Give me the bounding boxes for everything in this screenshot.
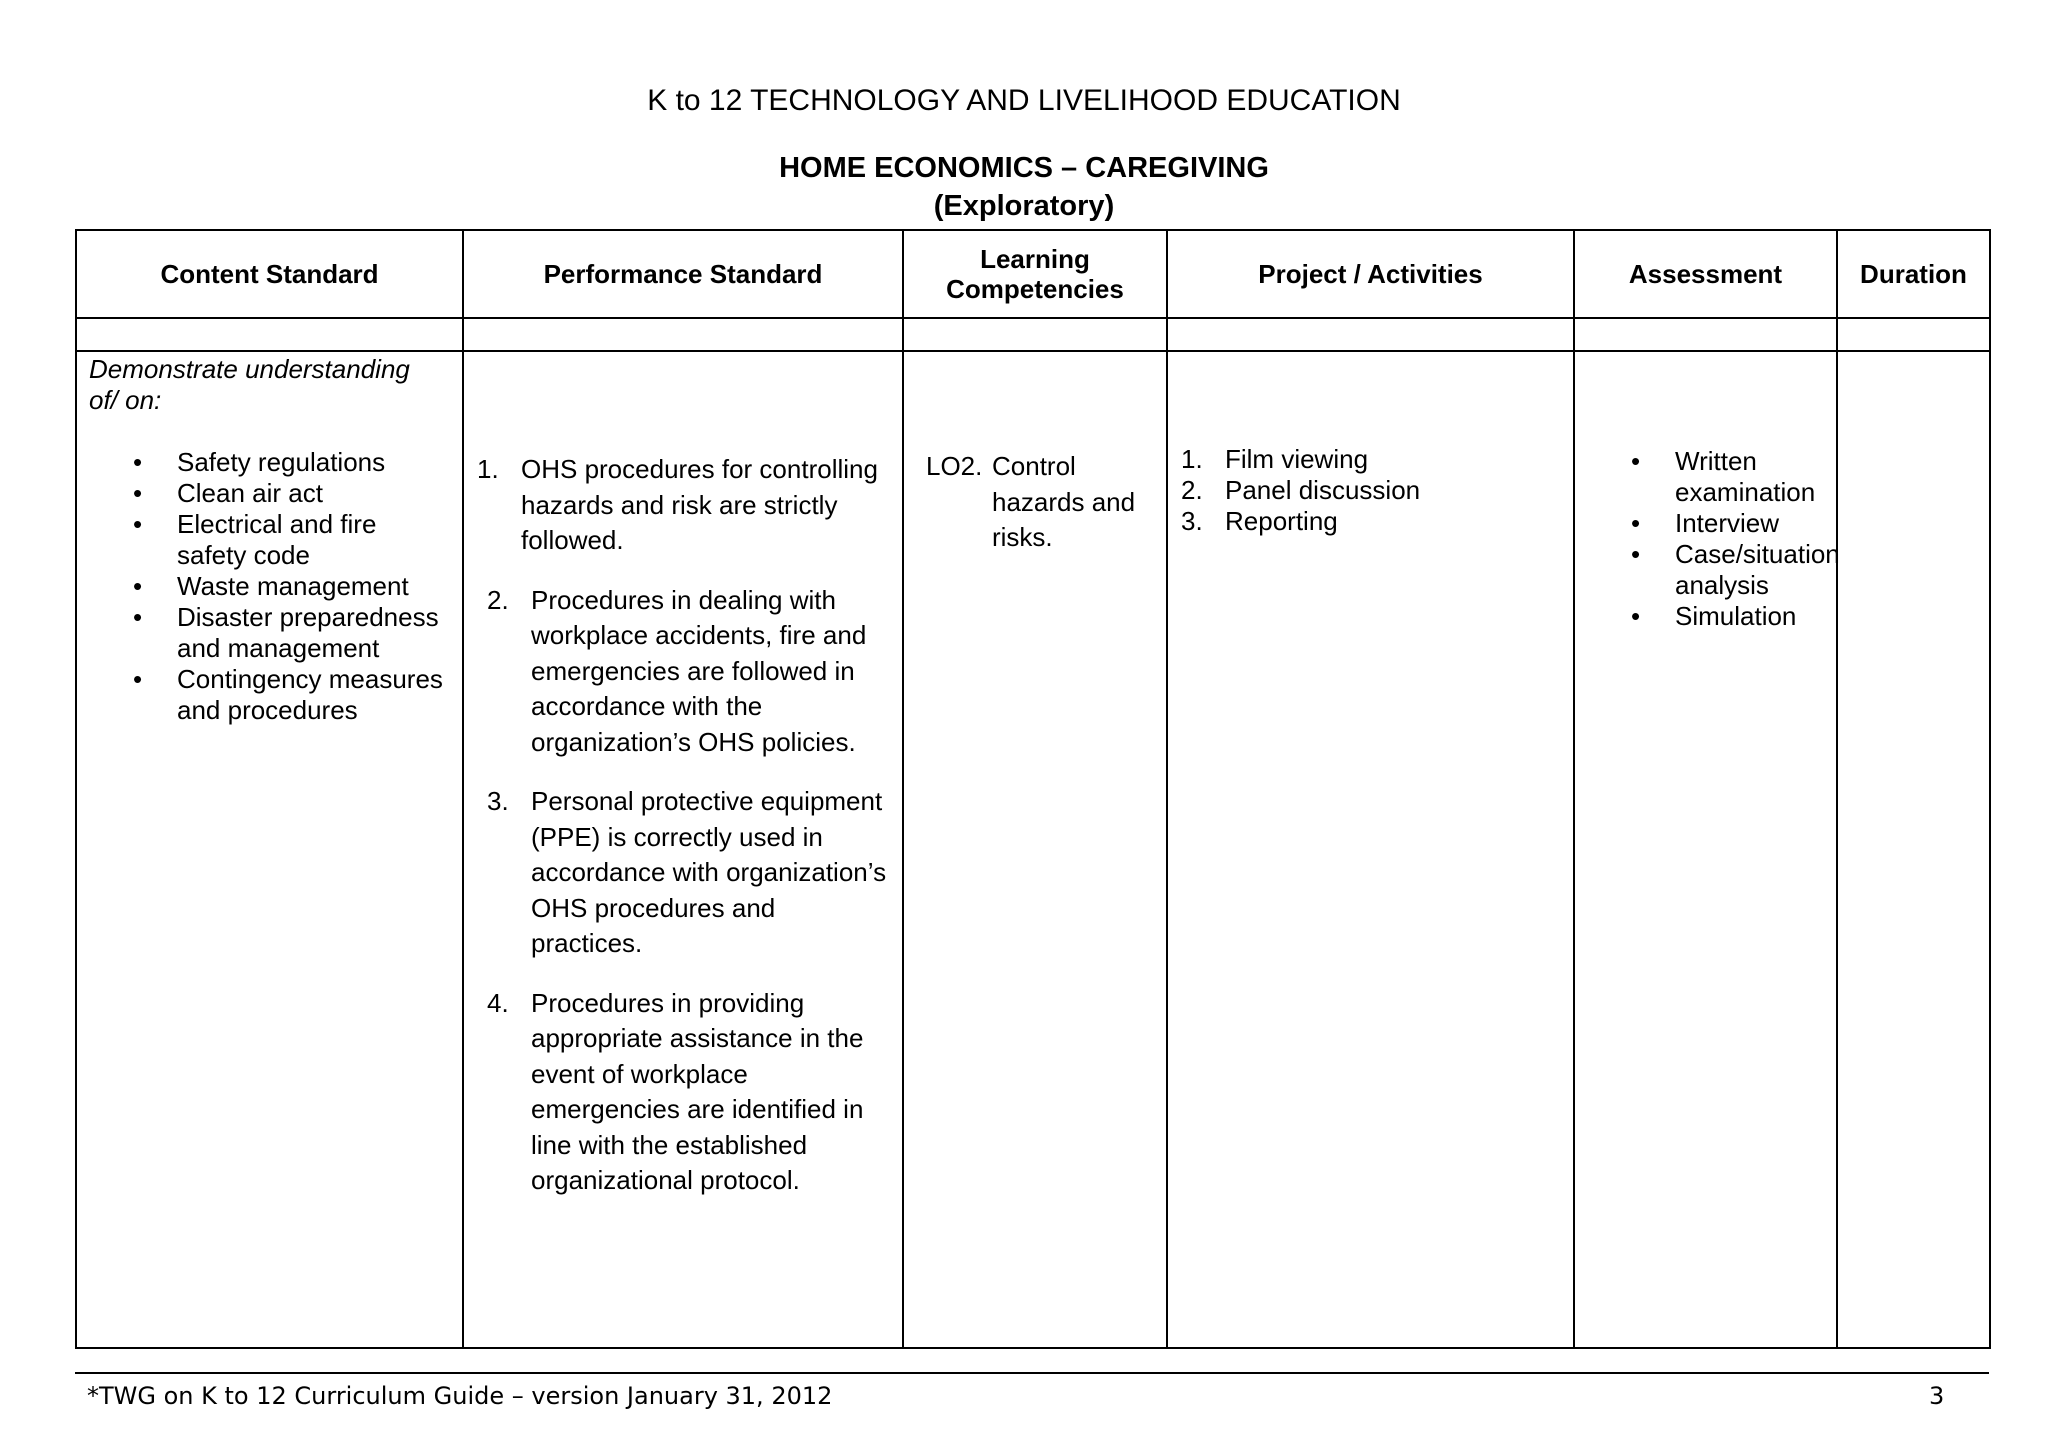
content-standard-intro: Demonstrate understanding of/ on: — [89, 354, 410, 415]
list-item: 4. Procedures in providing appropriate assistance in the event of workplace emergencies are identified in line with the established organizational protocol. — [487, 987, 864, 1195]
list-item: • Safety regulations — [77, 447, 449, 478]
list-item: • Written examination — [1575, 446, 1820, 508]
document-title: K to 12 TECHNOLOGY AND LIVELIHOOD EDUCATION — [647, 84, 1401, 117]
performance-standard-cell — [463, 351, 903, 1348]
column-header-project-activities: Project / Activities — [1167, 230, 1574, 318]
footer-note: *TWG on K to 12 Curriculum Guide – version January 31, 2012 — [87, 1382, 833, 1410]
project-activities-cell — [1167, 351, 1574, 1348]
table-spacer-row — [76, 318, 1990, 351]
list-item: 2. Procedures in dealing with workplace accidents, fire and emergencies are followed in accordance with the organization’s OHS policies. — [487, 584, 867, 757]
list-item: 1. OHS procedures for controlling hazards and risk are strictly followed. — [477, 454, 878, 555]
list-item: • Interview — [1575, 508, 1820, 539]
activities-list — [1168, 444, 1573, 537]
assessment-cell — [1574, 351, 1840, 1348]
footer-divider — [75, 1372, 1989, 1374]
list-item: • Disaster preparedness and management — [77, 602, 449, 664]
list-item: • Simulation — [1575, 601, 1820, 632]
table-row — [76, 351, 1990, 1348]
performance-standard-list — [464, 452, 889, 1199]
document-subtitle-2: (Exploratory) — [933, 190, 1115, 222]
learning-competencies-cell — [903, 351, 1167, 1348]
column-header-content-standard: Content Standard — [76, 230, 463, 318]
column-header-duration: Duration — [1837, 230, 1990, 318]
page-number: 3 — [1929, 1382, 1945, 1410]
list-item: • Electrical and fire safety code — [77, 509, 449, 571]
list-item: 1. Film viewing — [1181, 444, 1369, 474]
document-subtitle: HOME ECONOMICS – CAREGIVING — [779, 152, 1269, 184]
list-item: 3. Personal protective equipment (PPE) is correctly used in accordance with organization’s OHS procedures and practices. — [487, 786, 887, 958]
list-item: • Waste management — [77, 571, 449, 602]
duration-cell — [1837, 351, 1990, 1348]
assessment-list — [1575, 446, 1840, 632]
content-standard-cell — [76, 351, 463, 1348]
column-header-performance-standard: Performance Standard — [463, 230, 903, 318]
list-item: • Contingency measures and procedures — [77, 664, 449, 726]
learning-competency-code: LO2. — [926, 451, 983, 481]
learning-competency — [904, 449, 1166, 556]
curriculum-table — [75, 229, 1991, 1349]
list-item: 2. Panel discussion — [1181, 475, 1421, 505]
list-item: • Case/situation analysis — [1575, 539, 1820, 601]
learning-competency-text: Control hazards and risks. — [992, 451, 1136, 552]
column-header-assessment: Assessment — [1574, 230, 1837, 318]
list-item: • Clean air act — [77, 478, 449, 509]
column-header-learning-competencies: Learning Competencies — [903, 230, 1167, 318]
list-item: 3. Reporting — [1181, 506, 1338, 536]
content-standard-list — [77, 447, 449, 726]
table-header-row — [76, 230, 1990, 318]
